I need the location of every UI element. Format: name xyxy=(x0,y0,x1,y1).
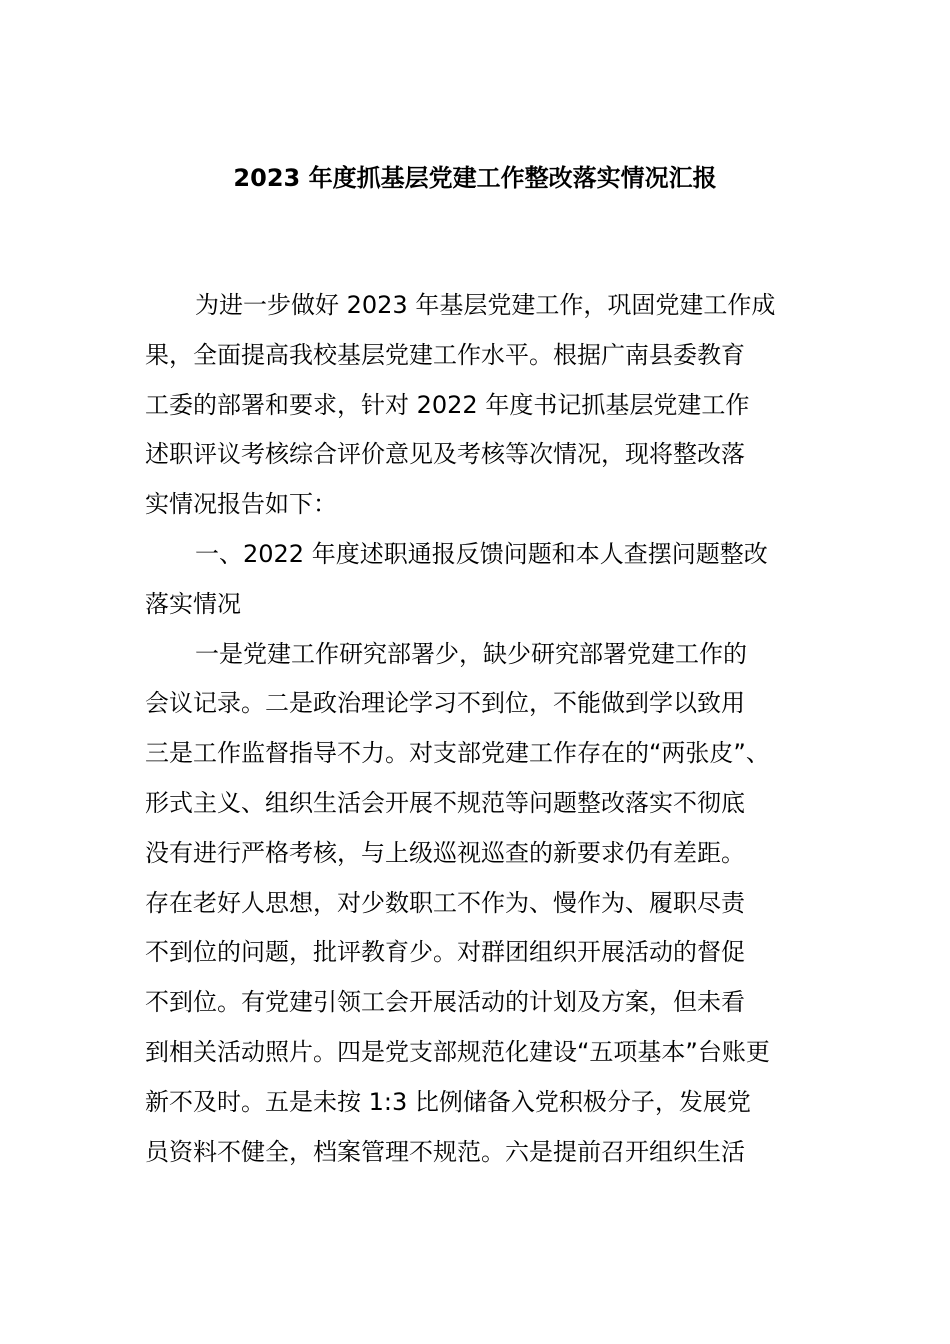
paragraph-line: 述职评议考核综合评价意见及考核等次情况，现将整改落 xyxy=(145,440,745,469)
paragraph-line: 到相关活动照片。四是党支部规范化建设“五项基本”台账更 xyxy=(145,1037,770,1066)
paragraph-line: 没有进行严格考核，与上级巡视巡查的新要求仍有差距。 xyxy=(145,838,745,867)
paragraph-line: 不到位。有党建引领工会开展活动的计划及方案，但未看 xyxy=(145,988,745,1017)
paragraph-line: 三是工作监督指导不力。对支部党建工作存在的“两张皮”、 xyxy=(145,739,770,768)
document-title: 2023 年度抓基层党建工作整改落实情况汇报 xyxy=(233,164,717,192)
paragraph-line: 新不及时。五是未按 1:3 比例储备入党积极分子，发展党 xyxy=(145,1087,751,1116)
paragraph-line: 不到位的问题，批评教育少。对群团组织开展活动的督促 xyxy=(145,938,745,967)
paragraph-line: 工委的部署和要求，针对 2022 年度书记抓基层党建工作 xyxy=(145,390,750,419)
paragraph-line: 会议记录。二是政治理论学习不到位，不能做到学以致用 xyxy=(145,689,745,718)
paragraph-line: 员资料不健全，档案管理不规范。六是提前召开组织生活 xyxy=(145,1137,745,1166)
paragraph-line: 存在老好人思想，对少数职工不作为、慢作为、履职尽责 xyxy=(145,888,745,917)
paragraph-line: 实情况报告如下： xyxy=(145,490,337,519)
paragraph-line: 一是党建工作研究部署少，缺少研究部署党建工作的 xyxy=(195,639,747,668)
section-heading-line: 一、2022 年度述职通报反馈问题和本人查摆问题整改 xyxy=(195,539,768,568)
paragraph-line: 果，全面提高我校基层党建工作水平。根据广南县委教育 xyxy=(145,340,745,369)
paragraph-line: 为进一步做好 2023 年基层党建工作，巩固党建工作成 xyxy=(195,291,776,319)
section-heading-line: 落实情况 xyxy=(145,589,241,618)
document-body xyxy=(145,281,810,1177)
paragraph-line: 形式主义、组织生活会开展不规范等问题整改落实不彻底 xyxy=(145,788,745,817)
